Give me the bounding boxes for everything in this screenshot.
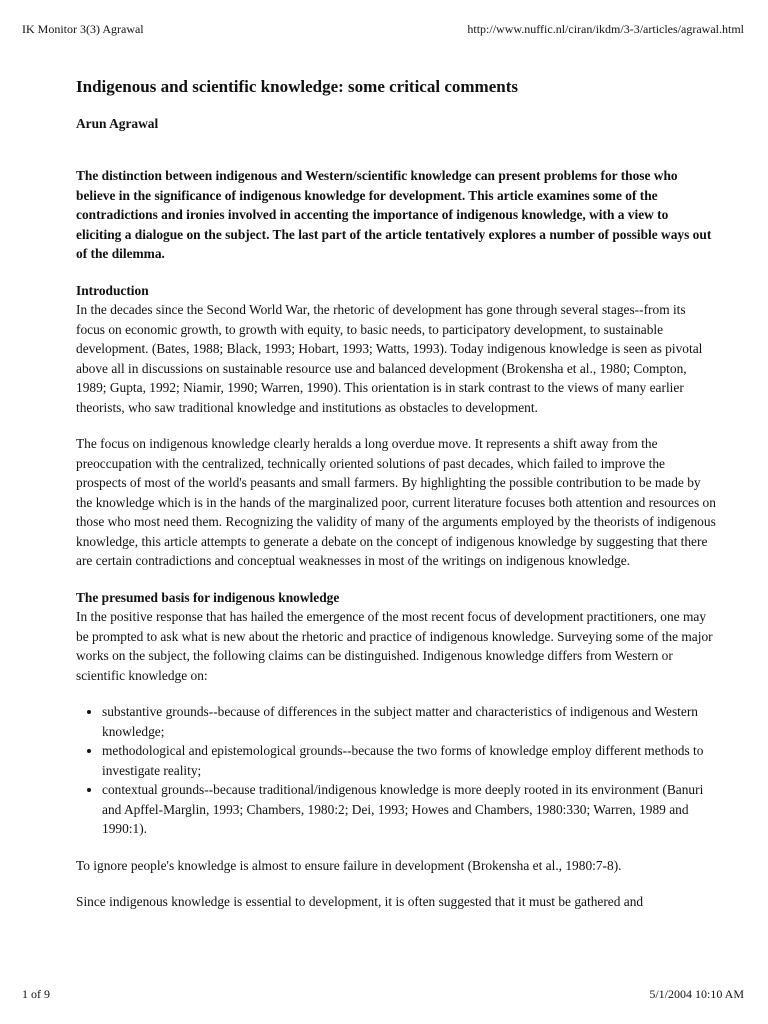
- paragraph-since: Since indigenous knowledge is essential to development, it is often suggested that it must be gathered and: [76, 894, 644, 909]
- article-author: Arun Agrawal: [76, 116, 159, 131]
- article-body: [76, 76, 716, 912]
- footer-page-count: 1 of 9: [22, 987, 50, 1001]
- list-item: • contextual grounds--because traditional/indigenous knowledge is more deeply rooted in its environment (Banuri and Apffel-Marglin, 1993; Chambers, 1980:2; Dei, 1993; Howes and Chambers, 1980:330; Warren, 1989 and 1990:1).: [102, 780, 716, 839]
- header-url: http://www.nuffic.nl/ciran/ikdm/3-3/articles/agrawal.html: [467, 22, 744, 36]
- list-item: • substantive grounds--because of differences in the subject matter and characteristics of indigenous and Western knowledge;: [102, 702, 716, 741]
- paragraph-ignore: To ignore people's knowledge is almost to ensure failure in development (Brokensha et al., 1980:7-8).: [76, 857, 622, 873]
- article-title: Indigenous and scientific knowledge: some critical comments: [76, 77, 518, 96]
- paragraph-intro-1: In the decades since the Second World War, the rhetoric of development has gone through several stages--from its focus on economic growth, to growth with equity, to basic needs, to participatory development, to sustainable development. (Bates, 1988; Black, 1993; Hobart, 1993; Watts, 1993). Today indigenous knowledge is seen as pivotal above all in discussions on sustainable resource use and balanced development (Brokensha et al., 1980; Compton, 1989; Gupta, 1992; Niamir, 1990; Warren, 1990). This orientation is in stark contrast to the views of many earlier theorists, who saw traditional knowledge and institutions as obstacles to development.: [76, 302, 703, 415]
- section-heading-basis: The presumed basis for indigenous knowledge: [76, 589, 340, 605]
- footer-timestamp: 5/1/2004 10:10 AM: [649, 987, 744, 1001]
- claims-list: [76, 702, 716, 839]
- list-item: • methodological and epistemological grounds--because the two forms of knowledge employ different methods to investigate reality;: [102, 741, 716, 780]
- article-abstract: The distinction between indigenous and Western/scientific knowledge can present problems for those who believe in the significance of indigenous knowledge for development. This article examines some of the contradictions and ironies involved in accenting the importance of indigenous knowledge, with a view to eliciting a dialogue on the subject. The last part of the article tentatively explores a number of possible ways out of the dilemma.: [76, 168, 712, 261]
- section-heading-introduction: Introduction: [76, 282, 149, 298]
- paragraph-basis-1: In the positive response that has hailed the emergence of the most recent focus of development practitioners, one may be prompted to ask what is new about the rhetoric and practice of indigenous knowledge. Surveying some of the major works on the subject, the following claims can be distinguished. Indigenous knowledge differs from Western or scientific knowledge on:: [76, 609, 713, 683]
- paragraph-intro-2: The focus on indigenous knowledge clearly heralds a long overdue move. It represents a shift away from the preoccupation with the centralized, technically oriented solutions of past decades, which failed to improve the prospects of most of the world's peasants and small farmers. By highlighting the possible contribution to be made by the knowledge which is in the hands of the marginalized poor, current literature focuses both attention and resources on those who most need them. Recognizing the validity of many of the arguments employed by the theorists of indigenous knowledge, this article attempts to generate a debate on the concept of indigenous knowledge by suggesting that there are certain contradictions and conceptual weaknesses in most of the writings on indigenous knowledge.: [76, 436, 716, 568]
- header-title: IK Monitor 3(3) Agrawal: [22, 22, 144, 36]
